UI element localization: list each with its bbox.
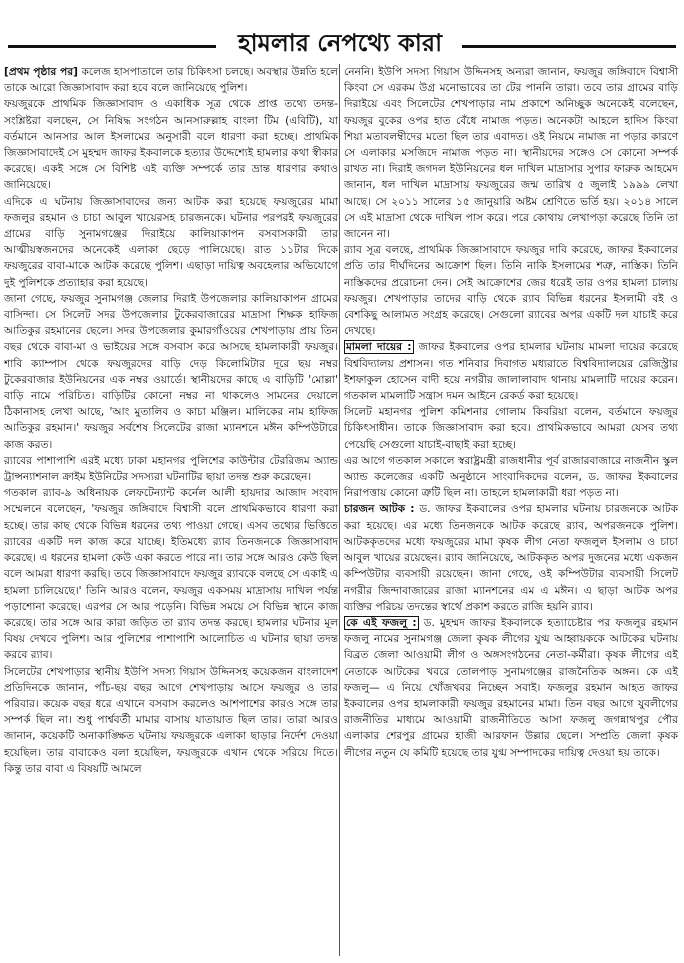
paragraph-text: কলেজ হাসপাতালে তার চিকিৎসা চলছে। অবস্থার উন্নতি হলে তাকে আরো জিজ্ঞাসাবাদ করা হবে বলে জানিয়েছে পুলিশ। [4,66,338,95]
paragraph-text: ফয়জুরকে প্রাথমিক জিজ্ঞাসাবাদ ও একাধিক সূত্র থেকে প্রাপ্ত তথ্যে তদন্ত-সংশ্লিষ্টরা বলছেন, সে নিষিদ্ধ সংগঠন আনসারুল্লাহ বাংলা টিম (এবিটি), যা বর্তমানে আনসার আল ইসলামের অনুসারী বলে ধারণা করা হচ্ছে। প্রাথমিক জিজ্ঞাসাবাদেই সে মুহম্মদ জাফর ইকবালকে হত্যার উদ্দেশ্যেই হামলার কথা স্বীকার করেছে। একই সঙ্গে সে বিশিষ্ট এই ব্যক্তি সম্পর্কে তার ভ্রান্ত ধারণার কথাও জানিয়েছে। [4,98,338,192]
article-paragraph [344,453,678,502]
article-paragraph [4,453,338,485]
article-paragraph [344,64,678,242]
article-paragraph [4,96,338,193]
article-paragraph [4,291,338,453]
paragraph-text: সিলেট মহানগর পুলিশ কমিশনার গোলাম কিবরিয়া বলেন, বর্তমানে ফয়জুর চিকিৎসাধীন। তাকে জিজ্ঞাসাবাদ করা হবে। প্রাথমিকভাবে আমরা যেসব তথ্য পেয়েছি সেগুলো যাচাই-বাছাই করা হচ্ছে। [344,406,678,451]
continuation-kicker: [প্রথম পৃষ্ঠার পর] [4,66,78,78]
article-paragraph [4,64,338,96]
paragraph-text: ড. মুহম্মদ জাফর ইকবালকে হত্যাচেষ্টার পর ফজলুর রহমান ফজলু নামের সুনামগঞ্জ জেলা কৃষক লীগের যুগ্ম আহ্বায়ককে আটকের ঘটনায় বিব্রত জেলা আওয়ামী লীগ ও অঙ্গসংগঠনের নেতা-কর্মীরা। কৃষক লীগের এই নেতাকে আটকের খবরে তোলপাড় সুনামগঞ্জের রাজনৈতিক অঙ্গন। কে এই ফজলু— এ নিয়ে খোঁজখবর নিচ্ছেন সবাই। ফজলুর রহমান আহত জাফর ইকবালের ওপর হামলাকারী ফয়জুর রহমানের মামা। তিন বছর আগে যুবলীগের রাজনীতির মাধ্যমে আওয়ামী রাজনীতিতে আসা ফজলু জগন্নাথপুর পৌর এলাকার শেরপুর গ্রামের হাজী আরফান উল্লার ছেলে। সম্প্রতি জেলা কৃষক লীগের নতুন যে কমিটি হয়েছে তার যুগ্ম সম্পাদকের দায়িত্ব দেওয়া হয় তাকে। [344,616,678,759]
article-paragraph [4,485,338,663]
paragraph-text: র‌্যাবের পাশাপাশি এরই মধ্যে ঢাকা মহানগর পুলিশের কাউন্টার টেররিজম অ্যান্ড ট্রান্সন্যাশনাল ক্রাইম ইউনিটের সদস্যরা ঘটনাটির ছায়া তদন্ত শুরু করেছেন। [4,454,338,484]
paragraph-text: ড. জাফর ইকবালের ওপর হামলার ঘটনায় চারজনকে আটক করা হয়েছে। এর মধ্যে তিনজনকে আটক করেছে র‌্যাব, অপরজনকে পুলিশ। আটককৃতদের মধ্যে ফয়জুরের মামা কৃষক লীগ নেতা ফজলুল ইসলাম ও চাচা আবুল খায়ের রয়েছেন। র‌্যাব জানিয়েছে, আটককৃত অপর দুজনের মধ্যে একজন কম্পিউটার ব্যবসায়ী রয়েছেন। জানা গেছে, ওই কম্পিউটার ব্যবসায়ী সিলেট নগরীর জিন্দাবাজারের রাজা ম্যানশনের এম এ মঈন। এ ছাড়া আটক অপর ব্যক্তির পরিচয় তদন্তের স্বার্থে প্রকাশ করতে রাজি হয়নি র‌্যাব। [344,503,678,613]
column-divider [339,64,340,956]
paragraph-text: এর আগে গতকাল সকালে স্বরাষ্ট্রমন্ত্রী রাজধানীর পূর্ব রাজারবাজারে নাজনীন স্কুল অ্যান্ড কলেজের একটি অনুষ্ঠানে সাংবাদিকদের বলেন, ড. জাফর ইকবালের নিরাপত্তায় কোনো ত্রুটি ছিল না। তাহলে হামলাকারী ধরা পড়ত না। [344,454,678,500]
article-paragraph [344,404,678,453]
paragraph-text: গতকাল র‌্যাব-৯ অধিনায়ক লেফটেন্যান্ট কর্নেল আলী হায়দার আজাদ সংবাদ সম্মেলনে বলেছেন, 'ফয়জুর জঙ্গিবাদে বিশ্বাসী বলে প্রাথমিকভাবে ধারণা করা হচ্ছে। তার কাছ থেকে বিভিন্ন ধরনের তথ্য পাওয়া গেছে। এসব তথ্যের ভিত্তিতে র‌্যাবের একটি দল কাজ করে যাচ্ছে। ইতিমধ্যে র‌্যাব তিনজনকে জিজ্ঞাসাবাদ করেছে। এ ধরনের হামলা কেউ একা করতে পারে না। তার সঙ্গে আরও কেউ ছিল বলে আমরা ধারণা করছি। তবে জিজ্ঞাসাবাদে ফয়জুর র‌্যাবকে বলছে সে একাই এ হামলা চালিয়েছে।' তিনি আরও বলেন, ফয়জুর একসময় মাদ্রাসায় দাখিল পর্যন্ত পড়াশোনা করেছে। এরপর সে আর পড়েনি। বিভিন্ন সময়ে সে বিভিন্ন স্থানে কাজ করেছে। তার সঙ্গে আর কারা জড়িত তা র‌্যাব তদন্ত করছে। হামলার ঘটনার মূল বিষয় দেখবে পুলিশ। আর পুলিশের পাশাপাশি আলোচিত এ ঘটনার ছায়া তদন্ত করবে র‌্যাব। [4,487,338,662]
section-subhead: কে এই ফজলু : [346,616,417,629]
headline: হামলার নেপথ্যে কারা [237,28,443,57]
paragraph-text: জানা গেছে, ফয়জুর সুনামগঞ্জ জেলার দিরাই উপজেলার কালিয়াকাপন গ্রামের বাসিন্দা। সে সিলেট সদর উপজেলার টুকেরবাজারের মাদ্রাসা শিক্ষক হাফিজ আতিকুর রহমানের ছেলে। সদর উপজেলার কুমারগাঁওয়ের শেখপাড়ায় প্রায় তিন বছর থেকে বাবা-মা ও ভাইয়ের সঙ্গে বসবাস করে আসছে হামলাকারী ফয়জুর। শাবি ক্যাম্পাস থেকে ফয়জুরদের বাড়ি দেড় কিলোমিটার দূরে ছয় নম্বর টুকেরবাজার ইউনিয়নের এক নম্বর ওয়ার্ডে। স্থানীয়দের কাছে এ বাড়িটি 'মোল্লা' বাড়ি নামে পরিচিত। বাড়িটির কোনো নম্বর না থাকলেও সামনের দেয়ালে ঠিকানাসহ লেখা আছে, 'আং মুতালিব ও কাচা মঞ্জিল। মালিকের নাম হাফিজ আতিকুর রহমান।' ফয়জুর সর্বশেষ সিলেটের রাজা ম্যানশনে মঈন কম্পিউটারে কাজ করত। [4,292,338,451]
headline-bar [0,22,684,62]
article-paragraph [344,615,678,761]
paragraph-text: নেননি। ইউপি সদস্য গিয়াস উদ্দিনসহ অন্যরা জানান, ফয়জুর জঙ্গিবাদে বিশ্বাসী কিংবা সে এরকম উগ্র মনোভাবের তা টের পাননি তারা। তবে তার গ্রামের বাড়ি দিরাইয়ে এবং সিলেটের শেখপাড়ার নাম প্রকাশে অনিচ্ছুক অনেকেই বলেছেন, ফয়জুর বুকের ওপর হাত বেঁধে নামাজ পড়ত। অনেকটা আহলে হাদিস কিংবা শিয়া মতাবলম্বীদের মতো ছিল তার এবাদত। ওই নিয়মে নামাজ না পড়ার কারণে সে এলাকার মসজিদে নামাজ পড়ত না। স্থানীয়দের সঙ্গেও সে কোনো সম্পর্ক রাখত না। দিরাই জগদল ইউনিয়নের ধল দাখিল মাদ্রাসার সুপার ফারুক আহমেদ জানান, ধল দাখিল মাদ্রাসায় ফয়জুরের জন্ম তারিখ ৫ জুলাই ১৯৯৯ লেখা আছে। সে ২০১১ সালের ১৫ জানুয়ারি অষ্টম শ্রেণিতে ভর্তি হয়। ২০১৪ সালে সে এই মাদ্রাসা থেকে দাখিল পাস করে। পরে কোথায় লেখাপড়া করেছে তিনি তা জানেন না। [344,66,678,241]
paragraph-text: র‌্যাব সূত্র বলছে, প্রাথমিক জিজ্ঞাসাবাদে ফয়জুর দাবি করেছে, জাফর ইকবালের প্রতি তার দীর্ঘদিনের আক্রোশ ছিল। তিনি নাকি ইসলামের শত্রু, নাস্তিক। তিনি নাস্তিকদের প্ররোচনা দেন। সেই আক্রোশের জের ধরেই তার ওপর হামলা চালায় ফয়জুর। শেখপাড়ার তাদের বাড়ি থেকে র‌্যাব বিভিন্ন ধরনের ইসলামী বই ও বেশকিছু আলামত সংগ্রহ করেছে। সেগুলো র‌্যাবের অপর একটি দল যাচাই করে দেখছে। [344,244,678,338]
paragraph-text: এদিকে এ ঘটনায় জিজ্ঞাসাবাদের জন্য আটক করা হয়েছে ফয়জুরের মামা ফজলুর রহমান ও চাচা আবুল খায়েরসহ চারজনকে। ঘটনার পরপরই ফয়জুরের গ্রামের বাড়ি সুনামগঞ্জের দিরাইয়ে কালিয়াকাপন বসবাসকারী তার আত্মীয়স্বজনদের অনেকেই এলাকা ছেড়ে পালিয়েছে। রাত ১১টার দিকে ফয়জুরের বাবা-মাকে আটক করেছে পুলিশ। এছাড়া দায়িত্ব অবহেলার অভিযোগে দুই পুলিশকে প্রত্যাহার করা হয়েছে। [4,195,338,289]
left-column [4,64,338,959]
paragraph-text: সিলেটের শেখপাড়ার স্থানীয় ইউপি সদস্য গিয়াস উদ্দিনসহ কয়েকজন বাংলাদেশ প্রতিদিনকে জানান, পাঁচ-ছয় বছর আগে শেখপাড়ায় আসে ফয়জুর ও তার পরিবার। কয়েক বছর ধরে এখানে বসবাস করলেও আশপাশের কারও সঙ্গে তার সম্পর্ক ছিল না। শুধু পার্শ্ববর্তী মামার বাসায় যাতায়াত ছিল তার। তারা আরও জানান, কয়েকটি অনাকাঙ্ক্ষিত ঘটনায় ফয়জুরকে এলাকা ছাড়ার নির্দেশ দেওয়া হয়েছিল। তার বাবাকেও বলা হয়েছিল, ফয়জুরকে এখান থেকে সরিয়ে দিতে। কিন্তু তার বাবা এ বিষয়টি আমলে [4,665,338,775]
section-subhead: মামলা দায়ের : [346,341,412,354]
headline-rule-right [462,45,676,48]
headline-rule-left [8,45,216,48]
section-subhead: চারজন আটক : [344,503,415,516]
article-paragraph [4,194,338,291]
article-paragraph [344,339,678,404]
article-paragraph [344,501,678,614]
article-paragraph [344,242,678,339]
paragraph-text: জাফর ইকবালের ওপর হামলার ঘটনায় মামলা দায়ের করেছে বিশ্ববিদ্যালয় প্রশাসন। গত শনিবার দিবাগত মধ্যরাতে বিশ্ববিদ্যালয়ের রেজিস্ট্রার ইশফাকুল হোসেন বাদী হয়ে নগরীর জালালাবাদ থানায় মামলাটি দায়ের করেন। গতকাল মামলাটি সন্ত্রাস দমন আইনে রেকর্ড করা হয়েছে। [344,341,678,403]
right-column [344,64,678,959]
article-paragraph [4,664,338,777]
